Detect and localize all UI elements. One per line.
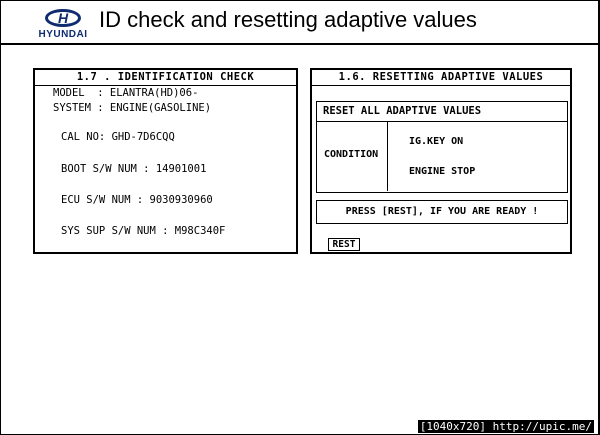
- reset-heading: RESET ALL ADAPTIVE VALUES: [317, 102, 567, 122]
- condition-ig-key-on: IG.KEY ON: [409, 136, 464, 147]
- condition-label: CONDITION: [324, 149, 379, 160]
- rest-button[interactable]: REST: [328, 238, 360, 251]
- reset-panel-title: 1.6. RESETTING ADAPTIVE VALUES: [312, 70, 570, 86]
- ready-prompt: PRESS [REST], IF YOU ARE READY !: [316, 200, 568, 224]
- sys-sup-sw-line: SYS SUP S/W NUM : M98C340F: [61, 225, 226, 237]
- hyundai-logo: [33, 7, 93, 41]
- header-divider: [1, 43, 598, 45]
- cal-no-line: CAL NO: GHD-7D6CQQ: [61, 131, 175, 143]
- logo-h-mark: H: [57, 10, 69, 26]
- condition-engine-stop: ENGINE STOP: [409, 166, 476, 177]
- identification-panel-title: 1.7 . IDENTIFICATION CHECK: [35, 70, 296, 86]
- reset-adaptive-panel: [310, 68, 572, 254]
- reset-condition-box: [316, 101, 568, 193]
- ecu-sw-line: ECU S/W NUM : 9030930960: [61, 194, 213, 206]
- slide-page: [1, 1, 598, 434]
- model-line: MODEL : ELANTRA(HD)06-: [53, 87, 199, 99]
- identification-check-panel: [33, 68, 298, 254]
- slide-header: [1, 1, 598, 41]
- system-line: SYSTEM : ENGINE(GASOLINE): [53, 102, 212, 114]
- logo-wordmark: HYUNDAI: [38, 29, 88, 40]
- condition-cell: [317, 121, 388, 191]
- image-watermark: [1040x720] http://upic.me/: [419, 420, 592, 433]
- boot-sw-line: BOOT S/W NUM : 14901001: [61, 163, 207, 175]
- slide-title: ID check and resetting adaptive values: [99, 7, 477, 32]
